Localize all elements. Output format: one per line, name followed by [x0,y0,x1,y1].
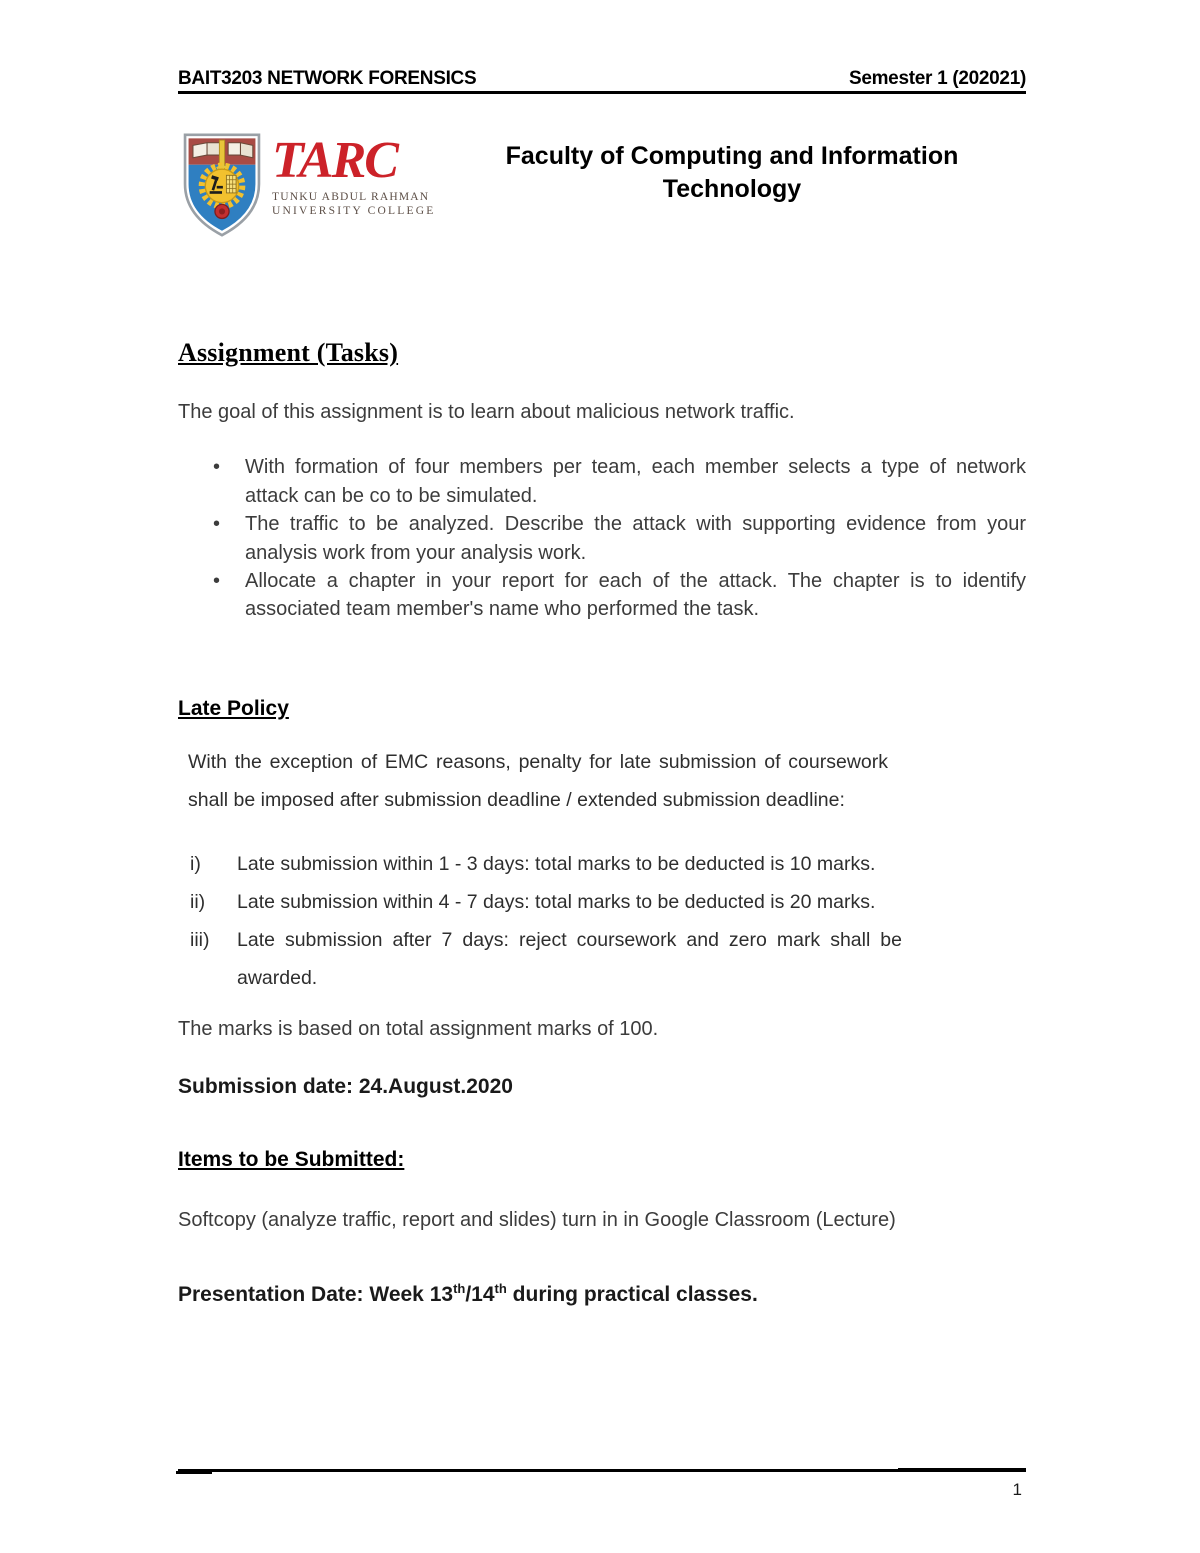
late-policy-text-3: Late submission after 7 days: reject coursework and zero mark shall be awarded. [237,928,902,989]
late-policy-list [178,845,1026,997]
rose-icon [215,204,229,218]
late-policy-marker-1: i) [190,852,201,875]
late-policy-item-2 [190,883,902,921]
assignment-intro: The goal of this assignment is to learn about malicious network traffic. [178,401,795,423]
marks-note: The marks is based on total assignment marks of 100. [178,1017,659,1040]
late-policy-marker-3: iii) [190,928,210,951]
assignment-bullet-2: • The traffic to be analyzed. Describe the attack with supporting evidence from your analysis work from your analysis work. [245,510,1026,567]
assignment-bullet-3: • Allocate a chapter in your report for each of the attack. The chapter is to identify associated team member's name who performed the task. [245,567,1026,624]
running-header [178,68,1026,94]
items-to-submit-heading: Items to be Submitted: [178,1148,405,1172]
header-course-code: BAIT3203 NETWORK FORENSICS [178,68,477,89]
header-semester: Semester 1 (202021) [848,68,1026,89]
tarc-logo [178,128,436,242]
submission-date: Submission date: 24.August.2020 [178,1075,513,1099]
tarc-name-line1: TUNKU ABDUL RAHMAN [272,191,430,204]
assignment-bullet-list [178,453,1026,623]
page-number: 1 [1012,1480,1022,1499]
logo-title-row [178,128,1026,242]
tower-icon [226,175,236,193]
late-policy-marker-2: ii) [190,890,206,913]
late-policy-text-1: Late submission within 1 - 3 days: total marks to be deducted is 10 marks. [237,852,876,875]
footer-rule [178,1468,1026,1474]
late-policy-intro: With the exception of EMC reasons, penalty for late submission of coursework shall be imposed after submission deadline / extended submission deadline: [188,750,888,811]
tarc-name-line2: UNIVERSITY COLLEGE [272,205,436,218]
presentation-mid: /14 [465,1282,495,1306]
late-policy-item-3 [190,921,902,997]
footer-rule-right-segment [898,1468,1026,1471]
presentation-sup2: th [494,1280,507,1296]
late-policy-heading: Late Policy [178,696,289,720]
assignment-bullet-1: • With formation of four members per team, each member selects a type of network attack can be co to be simulated. [245,453,1026,510]
tarc-acronym: TARC [272,132,397,189]
tarc-shield-icon [178,128,266,242]
presentation-date-line [178,1281,1026,1307]
faculty-title: Faculty of Computing and Information Technology [505,142,959,203]
assignment-heading: Assignment (Tasks) [178,338,399,367]
presentation-sup1: th [453,1280,466,1296]
late-policy-item-1 [190,845,902,883]
presentation-suffix: during practical classes. [506,1282,758,1306]
items-to-submit-body: Softcopy (analyze traffic, report and slides) turn in in Google Classroom (Lecture) [178,1209,896,1232]
tarc-wordmark [272,128,435,217]
page-content [178,0,1026,1307]
presentation-prefix: Presentation Date: Week 13 [178,1282,454,1306]
late-policy-text-2: Late submission within 4 - 7 days: total marks to be deducted is 20 marks. [237,890,876,913]
